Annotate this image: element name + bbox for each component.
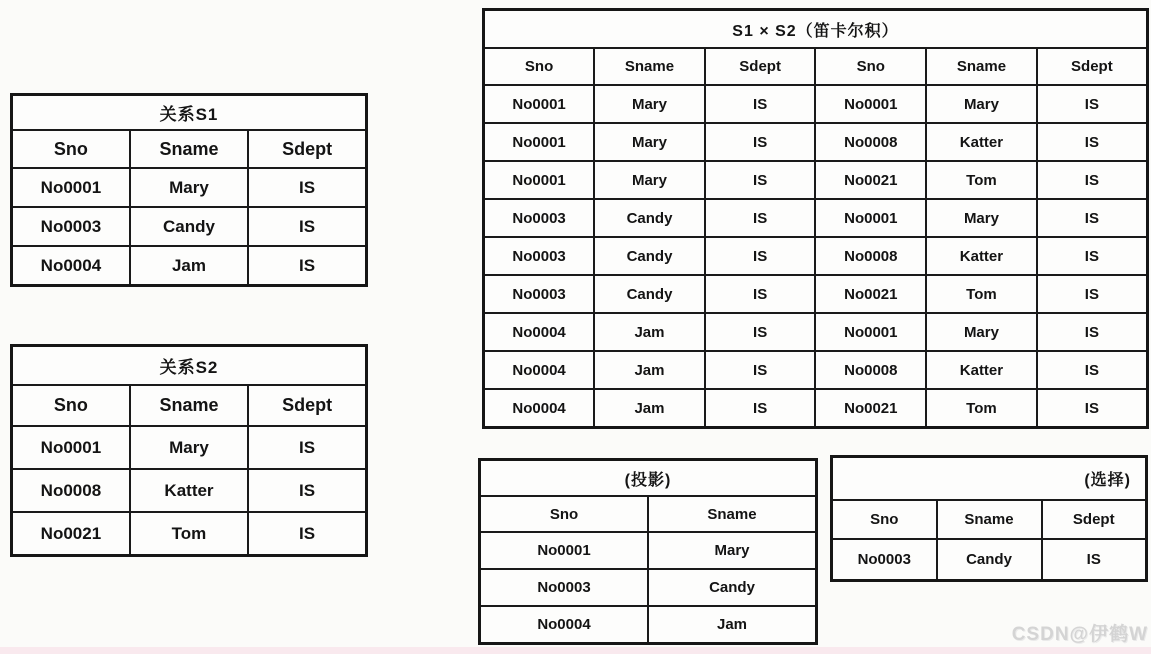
column-header-sno: Sno (484, 48, 595, 85)
table-cell: No0001 (484, 161, 595, 199)
table-cell: IS (1037, 123, 1148, 161)
table-selection-title: (选择) (832, 457, 1147, 501)
column-header-sdept: Sdept (705, 48, 816, 85)
table-cell: No0021 (815, 389, 926, 428)
table-cell: Jam (594, 389, 705, 428)
table-cell: No0004 (12, 246, 130, 286)
table-cell: Mary (594, 123, 705, 161)
table-cell: No0021 (815, 275, 926, 313)
table-s1-title: 关系S1 (12, 95, 367, 131)
table-row (484, 237, 1148, 275)
table-relation-s2 (10, 344, 368, 557)
table-row (484, 199, 1148, 237)
table-cell: No0001 (12, 168, 130, 207)
table-cell: No0003 (480, 569, 649, 606)
column-header-sname: Sname (926, 48, 1037, 85)
table-cell: IS (1037, 199, 1148, 237)
table-projection-title: (投影) (480, 460, 817, 497)
table-cell: Candy (594, 199, 705, 237)
table-cell: Mary (594, 161, 705, 199)
table-cell: Mary (130, 168, 248, 207)
table-cell: No0004 (484, 351, 595, 389)
table-cell: Tom (130, 512, 248, 556)
table-row (484, 275, 1148, 313)
table-cell: Jam (130, 246, 248, 286)
table-cell: No0001 (480, 532, 649, 569)
table-cell: Katter (926, 237, 1037, 275)
table-cell: Katter (926, 351, 1037, 389)
table-cell: No0021 (12, 512, 130, 556)
table-cell: IS (248, 207, 366, 246)
table-cell: IS (248, 512, 366, 556)
table-cell: Mary (926, 313, 1037, 351)
table-cell: No0008 (815, 351, 926, 389)
table-cell: No0004 (480, 606, 649, 644)
table-cell: Mary (594, 85, 705, 123)
table-cell: No0008 (815, 123, 926, 161)
table-cell: IS (1037, 351, 1148, 389)
table-cell: No0004 (484, 389, 595, 428)
table-row (12, 469, 367, 512)
table-cell: No0003 (484, 199, 595, 237)
table-cell: No0001 (815, 313, 926, 351)
column-header-sno: Sno (12, 385, 130, 426)
table-cell: No0021 (815, 161, 926, 199)
table-projection (478, 458, 818, 645)
table-cell: Mary (130, 426, 248, 469)
table-cell: IS (705, 199, 816, 237)
table-cell: Tom (926, 161, 1037, 199)
table-cell: IS (705, 161, 816, 199)
table-cell: Mary (926, 199, 1037, 237)
table-cell: Candy (130, 207, 248, 246)
table-cell: No0008 (815, 237, 926, 275)
column-header-sname: Sname (130, 130, 248, 168)
table-row (484, 313, 1148, 351)
table-cell: IS (1042, 539, 1147, 581)
table-row (484, 351, 1148, 389)
table-cell: IS (248, 469, 366, 512)
table-cell: No0004 (484, 313, 595, 351)
table-cell: Mary (926, 85, 1037, 123)
table-cell: Tom (926, 275, 1037, 313)
table-cell: No0003 (484, 275, 595, 313)
column-header-sno: Sno (480, 496, 649, 532)
table-cell: Candy (594, 237, 705, 275)
table-row (484, 123, 1148, 161)
table-selection (830, 455, 1148, 582)
table-cartesian-product (482, 8, 1149, 429)
table-cell: IS (705, 389, 816, 428)
table-cell: IS (705, 237, 816, 275)
table-relation-s1 (10, 93, 368, 287)
table-row (12, 512, 367, 556)
table-cell: Katter (926, 123, 1037, 161)
table-row (484, 161, 1148, 199)
column-header-sname: Sname (937, 500, 1042, 539)
table-cell: IS (1037, 237, 1148, 275)
table-cell: Candy (594, 275, 705, 313)
table-cell: IS (248, 246, 366, 286)
table-cell: Jam (648, 606, 817, 644)
table-cell: No0008 (12, 469, 130, 512)
column-header-sno: Sno (832, 500, 937, 539)
table-cell: IS (705, 85, 816, 123)
column-header-sdept: Sdept (1037, 48, 1148, 85)
table-row (484, 85, 1148, 123)
table-cell: No0003 (484, 237, 595, 275)
column-header-sname: Sname (594, 48, 705, 85)
table-row (480, 606, 817, 644)
table-cell: IS (1037, 389, 1148, 428)
table-cell: No0003 (832, 539, 937, 581)
column-header-sdept: Sdept (1042, 500, 1147, 539)
column-header-sno: Sno (815, 48, 926, 85)
table-s2-title: 关系S2 (12, 346, 367, 386)
table-cell: IS (1037, 275, 1148, 313)
table-cell: Mary (648, 532, 817, 569)
table-cell: IS (1037, 161, 1148, 199)
table-row (832, 539, 1147, 581)
column-header-sno: Sno (12, 130, 130, 168)
footer-strip (0, 647, 1151, 654)
table-cell: No0001 (484, 123, 595, 161)
table-cell: IS (248, 168, 366, 207)
table-cell: Tom (926, 389, 1037, 428)
table-cell: IS (705, 313, 816, 351)
table-cell: IS (248, 426, 366, 469)
table-cell: IS (705, 123, 816, 161)
table-cell: IS (705, 351, 816, 389)
table-cartesian-title: S1 × S2（笛卡尔积） (484, 10, 1148, 49)
table-cell: Candy (648, 569, 817, 606)
column-header-sdept: Sdept (248, 130, 366, 168)
table-row (484, 389, 1148, 428)
column-header-sname: Sname (130, 385, 248, 426)
table-cell: IS (705, 275, 816, 313)
table-cell: No0001 (484, 85, 595, 123)
table-cell: No0001 (815, 85, 926, 123)
table-cell: IS (1037, 313, 1148, 351)
table-cell: No0001 (815, 199, 926, 237)
csdn-watermark: CSDN@伊鹤W (1011, 624, 1148, 645)
table-cell: Jam (594, 351, 705, 389)
table-row (12, 246, 367, 286)
table-row (480, 532, 817, 569)
table-row (480, 569, 817, 606)
column-header-sdept: Sdept (248, 385, 366, 426)
table-row (12, 207, 367, 246)
table-cell: Katter (130, 469, 248, 512)
table-cell: Jam (594, 313, 705, 351)
table-row (12, 168, 367, 207)
table-cell: IS (1037, 85, 1148, 123)
table-row (12, 426, 367, 469)
table-cell: Candy (937, 539, 1042, 581)
column-header-sname: Sname (648, 496, 817, 532)
table-cell: No0003 (12, 207, 130, 246)
table-cell: No0001 (12, 426, 130, 469)
